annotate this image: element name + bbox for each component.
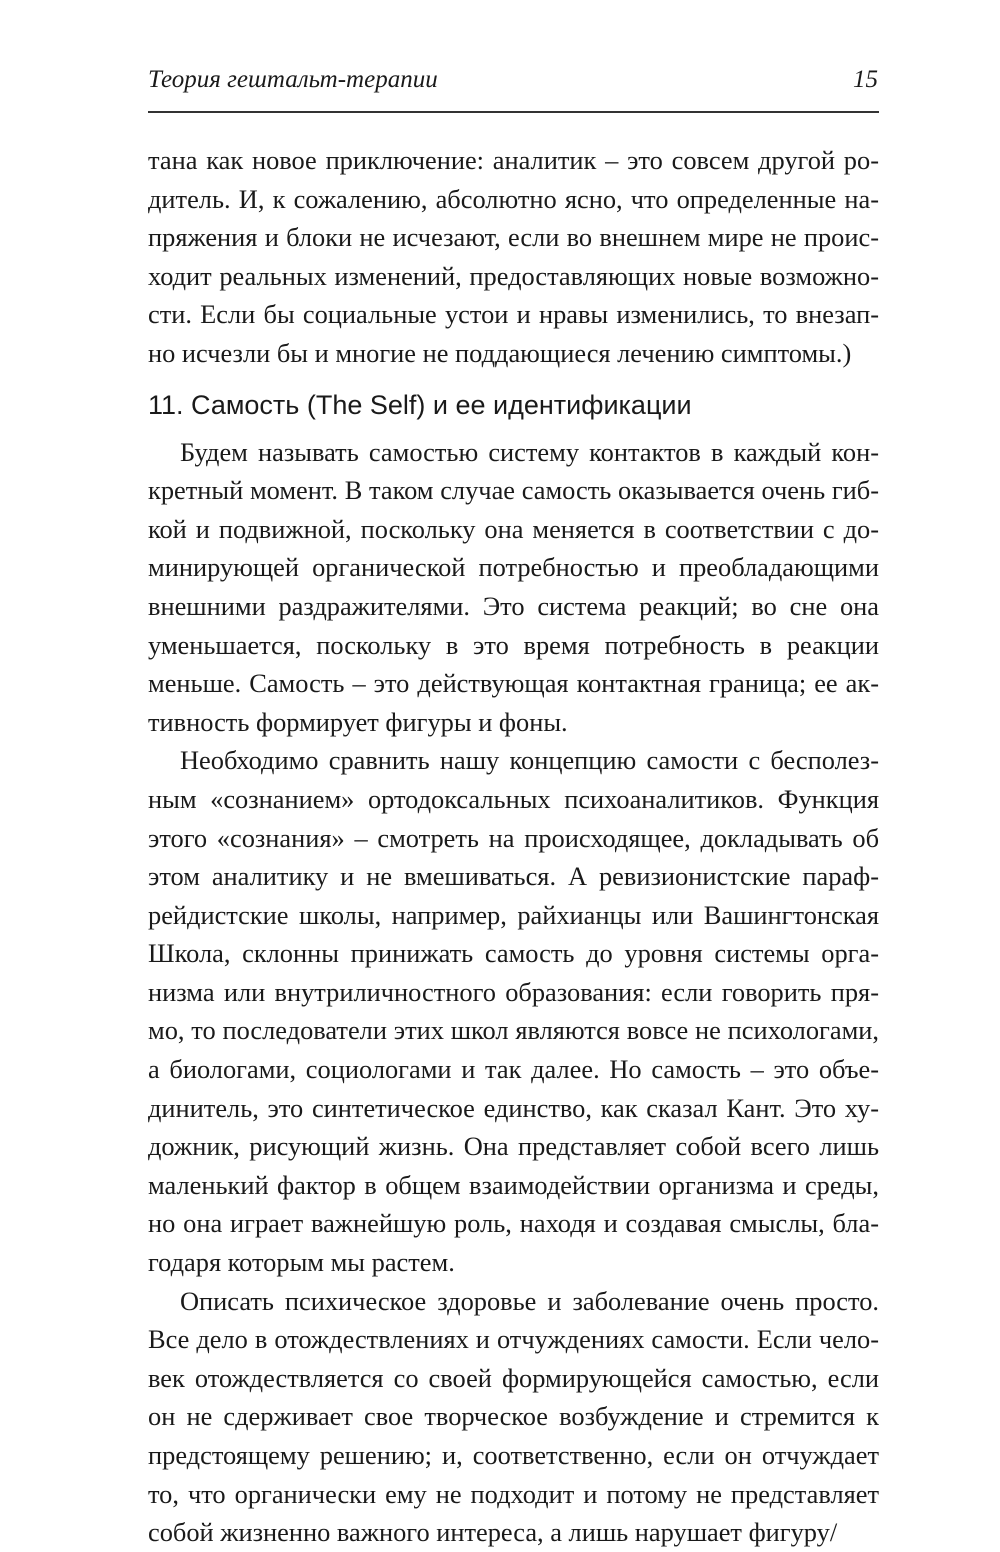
paragraph-self-definition: Будем называть самостью систему контактов в каждый конкретный момент. В таком случае самость оказывается очень гибкой и подвижной, поскольку она меняется в соответствии с доминирующей органической потребностью и преобладающими внешними раздражителями. Это система реакций; во сне она уменьшается, поскольку в это время потребность в реакции меньше. Самость – это действующая контактная граница; ее активность формирует фигуры и фоны. xyxy=(148,436,879,737)
page-number: 15 xyxy=(853,66,878,93)
running-title: Теория гештальт-терапии xyxy=(148,66,438,93)
running-header xyxy=(148,62,878,102)
paragraph-health-illness: Описать психическое здоровье и заболевание очень просто. Все дело в отождествлениях и отчуждениях самости. Если человек отождествляется со своей формирующейся самостью, если он не сдерживает свое творческое возбуждение и стремится к предстоящему решению; и, соответственно, если он отчуждает то, что органически ему не подходит и потому не представляет собой жизненно важного интереса, а лишь нарушает фигуру/ xyxy=(148,1285,879,1548)
body-text xyxy=(148,141,879,1552)
opening-paragraph: тана как новое приключение: аналитик – это совсем другой родитель. И, к сожалению, абсолютно ясно, что определенные напряжения и блоки не исчезают, если во внешнем мире не происходит реальных изменений, предоставляющих новые возможности. Если бы социальные устои и нравы изменились, то внезапно исчезли бы и многие не поддающиеся лечению симптомы.) xyxy=(148,145,879,368)
paragraph-self-comparison: Необходимо сравнить нашу концепцию самости с бесполезным «сознанием» ортодоксальных психоаналитиков. Функция этого «сознания» – смотреть на происходящее, докладывать об этом аналитику и не вмешиваться. А ревизионистские парафрейдистские школы, например, райхианцы или Вашингтонская Школа, склонны принижать самость до уровня системы организма или внутриличностного образования: если говорить прямо, то последователи этих школ являются вовсе не психологами, а биологами, социологами и так далее. Но самость – это объединитель, это синтетическое единство, как сказал Кант. Это художник, рисующий жизнь. Она представляет собой всего лишь маленький фактор в общем взаимодействии организма и среды, но она играет важнейшую роль, находя и создавая смыслы, благодаря которым мы растем. xyxy=(148,745,879,1278)
section-heading: 11. Самость (The Self) и ее идентификации xyxy=(148,389,692,420)
header-rule xyxy=(148,111,879,113)
